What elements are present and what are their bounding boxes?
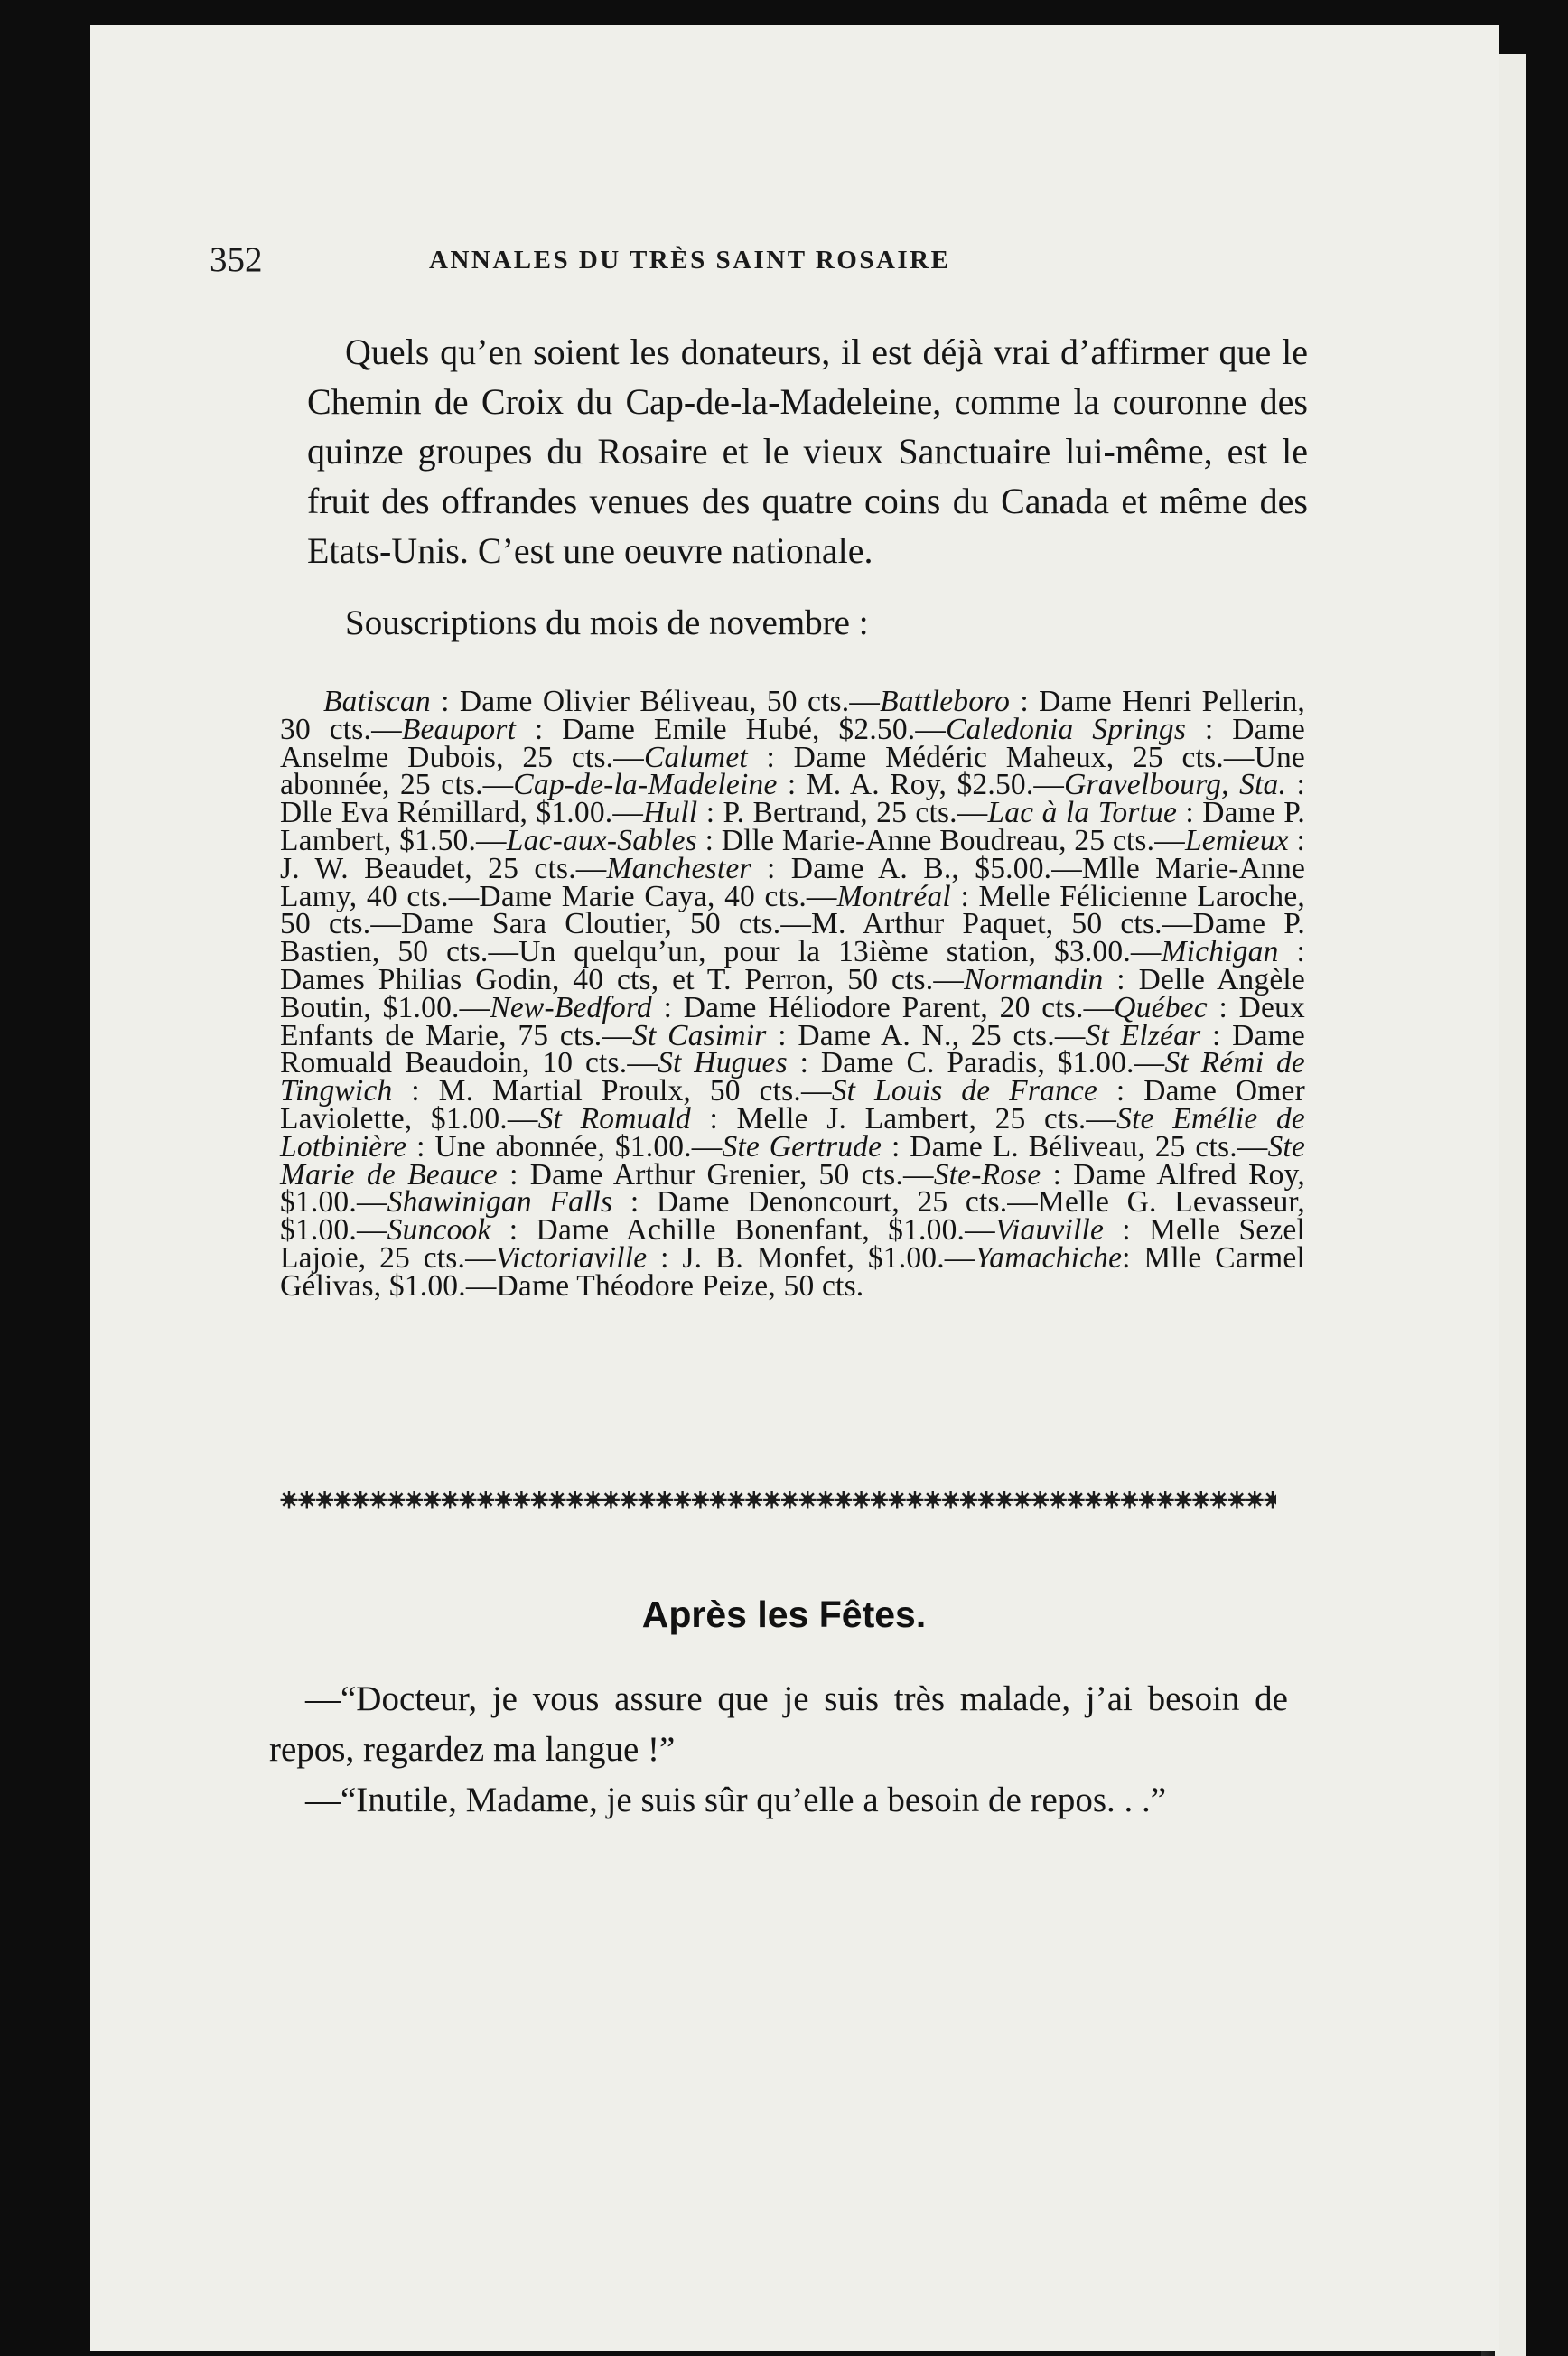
ornament-fleuron <box>1139 1491 1156 1509</box>
subscription-donors: : Dame Olivier Béliveau, 50 cts.— <box>430 685 881 718</box>
ornament-fleuron <box>1157 1491 1174 1509</box>
subscription-place: New-Bedford <box>490 990 652 1024</box>
intro-paragraph: Quels qu’en soient les donateurs, il est déjà vrai d’affirmer que le Chemin de Croix du Cap-de-la-Madeleine, comme la couronne des quinze groupes du Rosaire et le vieux Sanctuaire lui-même, est le fruit des offrandes venues des quatre coins du Canada et même des Etats-Unis. C’est une oeuvre nationale. <box>307 332 1308 571</box>
ornament-fleuron <box>406 1491 423 1509</box>
ornament-fleuron <box>531 1491 548 1509</box>
ornament-fleuron <box>424 1491 441 1509</box>
ornament-fleuron <box>1068 1491 1085 1509</box>
subscription-list <box>280 685 1306 1303</box>
ornament-fleuron <box>566 1491 583 1509</box>
ornament-fleuron <box>817 1491 835 1509</box>
ornament-fleuron <box>621 1491 638 1509</box>
ornament-fleuron <box>674 1491 691 1509</box>
dialogue-line: —“Docteur, je vous assure que je suis très malade, j’ai besoin de repos, regardez ma langue !” <box>269 1679 1288 1769</box>
subscription-donors: : J. B. Monfet, $1.00.— <box>647 1240 975 1275</box>
subscription-donors: : Melle J. Lambert, 25 cts.— <box>690 1101 1117 1136</box>
subscription-place: Manchester <box>606 851 751 885</box>
ornament-fleuron <box>1050 1491 1067 1509</box>
ornament-fleuron <box>1121 1491 1138 1509</box>
subscription-place: Caledonia Springs <box>946 712 1187 746</box>
ornament-fleuron <box>352 1491 369 1509</box>
subscription-place: Ste Marie de Beauce <box>280 1129 1306 1192</box>
subscription-donors: : Dame Emile Hubé, $2.50.— <box>516 712 947 746</box>
anecdote-dialogue <box>269 1674 1288 1826</box>
subscription-donors: : Melle Félicienne Laroche, 50 cts.—Dame Sara Cloutier, 50 cts.—M. Arthur Paquet, 50 cts.—Dame P. Bastien, 50 cts.—Un quelqu’un, pour la 13ième station, $3.00.— <box>280 879 1305 969</box>
subscription-donors: : Dame Omer Laviolette, $1.00.— <box>280 1074 1305 1136</box>
subscription-place: Cap-de-la-Madeleine <box>513 768 778 802</box>
ornament-fleuron <box>370 1491 387 1509</box>
subscription-donors: : Dlle Marie-Anne Boudreau, 25 cts.— <box>696 823 1185 857</box>
subscription-place: Beauport <box>401 712 517 746</box>
subscription-place: St Romuald <box>537 1101 691 1136</box>
subscription-donors: : Dame Médéric Maheux, 25 cts.—Une abonnée, 25 cts.— <box>280 740 1305 802</box>
ornament-fleuron <box>334 1491 351 1509</box>
ornament-fleuron <box>1013 1491 1031 1509</box>
ornament-fleuron <box>1210 1491 1227 1509</box>
subscription-place: Québec <box>1114 990 1208 1024</box>
ornament-fleuron <box>477 1491 494 1509</box>
subscription-donors: : Dame Denoncourt, 25 cts.—Melle G. Levasseur, $1.00.— <box>280 1185 1306 1248</box>
ornament-fleuron <box>281 1491 298 1509</box>
subscription-place: St Casimir <box>632 1018 767 1052</box>
subscription-place: Lemieux <box>1184 823 1289 857</box>
subscription-donors: : Dames Philias Godin, 40 cts, et T. Perron, 50 cts.— <box>280 935 1305 996</box>
ornament-fleuron <box>907 1491 924 1509</box>
subscription-place: St Rémi de Tingwich <box>280 1046 1305 1108</box>
subscription-donors: : Une abonnée, $1.00.— <box>406 1129 723 1164</box>
ornament-fleuron <box>495 1491 512 1509</box>
anecdote-title: Après les Fêtes. <box>641 1594 927 1635</box>
dialogue-line: —“Inutile, Madame, je suis sûr qu’elle a besoin de repos. . .” <box>305 1781 1167 1819</box>
ornament-fleuron <box>1103 1491 1120 1509</box>
subscription-place: Michigan <box>1161 935 1279 969</box>
ornament-fleuron <box>316 1491 333 1509</box>
subscription-donors: : Dame Anselme Dubois, 25 cts.— <box>280 712 1305 774</box>
subscription-place: Lac à la Tortue <box>987 796 1178 830</box>
subscription-donors: : M. A. Roy, $2.50.— <box>777 768 1065 802</box>
ornament-fleuron <box>1031 1491 1049 1509</box>
facing-page-edge <box>1495 54 1526 2356</box>
subscription-donors: : Dame L. Béliveau, 25 cts.— <box>882 1129 1268 1164</box>
ornament-fleuron <box>656 1491 673 1509</box>
subscription-place: Ste-Rose <box>933 1157 1041 1192</box>
subscription-donors: : Dame Romuald Beaudoin, 10 cts.— <box>280 1018 1305 1080</box>
ornament-fleuron <box>853 1491 870 1509</box>
ornamental-divider <box>280 1488 1276 1511</box>
subscription-place: Ste Emélie de Lotbinière <box>280 1101 1305 1164</box>
subscription-donors: : Delle Angèle Boutin, $1.00.— <box>280 962 1305 1024</box>
subscription-place: Calumet <box>643 740 748 774</box>
page-header <box>210 239 1140 294</box>
subscription-donors: : Dame Achille Bonenfant, $1.00.— <box>490 1213 995 1248</box>
subscription-place: Lac-aux-Sables <box>506 823 697 857</box>
ornament-fleuron <box>1086 1491 1103 1509</box>
subscription-donors: : Mlle Carmel Gélivas, $1.00.—Dame Théodore Peize, 50 cts. <box>280 1240 1306 1303</box>
ornament-fleuron <box>835 1491 852 1509</box>
page-number: 352 <box>210 240 263 279</box>
subscription-donors: : Dame Alfred Roy, $1.00.— <box>280 1157 1305 1220</box>
subscription-place: Montréal <box>836 879 951 913</box>
ornament-fleuron <box>1246 1491 1264 1509</box>
ornament-fleuron <box>889 1491 906 1509</box>
ornament-fleuron <box>549 1491 566 1509</box>
subscription-place: Shawinigan Falls <box>387 1185 613 1220</box>
ornament-fleuron <box>298 1491 315 1509</box>
ornament-fleuron <box>996 1491 1013 1509</box>
ornament-fleuron <box>1192 1491 1209 1509</box>
ornament-fleuron <box>692 1491 709 1509</box>
subscription-donors: : Dame P. Lambert, $1.50.— <box>280 796 1305 857</box>
subscription-donors: : Melle Sezel Lajoie, 25 cts.— <box>280 1213 1305 1275</box>
ornament-fleuron <box>924 1491 941 1509</box>
ornament-fleuron <box>1175 1491 1192 1509</box>
ornament-fleuron <box>781 1491 798 1509</box>
ornament-fleuron <box>871 1491 888 1509</box>
ornament-fleuron <box>710 1491 727 1509</box>
subscription-place: Viauville <box>994 1213 1105 1248</box>
subscription-place: Hull <box>643 796 698 830</box>
ornament-fleuron <box>602 1491 620 1509</box>
ornament-fleuron <box>763 1491 780 1509</box>
running-title: ANNALES DU TRÈS SAINT ROSAIRE <box>429 246 951 275</box>
ornament-fleuron <box>639 1491 656 1509</box>
subscription-donors: : Dame A. N., 25 cts.— <box>766 1018 1086 1052</box>
subscription-donors: : J. W. Beaudet, 25 cts.— <box>280 823 1306 885</box>
subscription-place: Suncook <box>387 1213 491 1248</box>
ornament-fleuron <box>1228 1491 1246 1509</box>
subscription-place: Gravelbourg, Sta. <box>1064 768 1287 802</box>
ornament-fleuron <box>978 1491 995 1509</box>
subscription-donors: : Dame A. B., $5.00.—Mlle Marie-Anne Lamy, 40 cts.—Dame Marie Caya, 40 cts.— <box>280 851 1306 913</box>
subscription-place: Victoriaville <box>495 1240 648 1275</box>
subscription-place: Batiscan <box>323 685 431 718</box>
subscription-place: St Hugues <box>658 1046 788 1080</box>
ornament-fleuron <box>960 1491 977 1509</box>
subscription-place: Battleboro <box>880 685 1011 718</box>
subscription-donors: : Dame Arthur Grenier, 50 cts.— <box>497 1157 934 1192</box>
subscription-donors: : P. Bertrand, 25 cts.— <box>697 796 988 830</box>
subscription-donors: : Dame Henri Pellerin, 30 cts.— <box>280 685 1305 746</box>
ornament-pattern <box>280 1488 1276 1511</box>
ornament-fleuron <box>799 1491 817 1509</box>
ornament-fleuron <box>387 1491 405 1509</box>
subscription-place: Normandin <box>964 962 1104 996</box>
ornament-fleuron <box>942 1491 959 1509</box>
ornament-fleuron <box>745 1491 762 1509</box>
subscription-donors: : Deux Enfants de Marie, 75 cts.— <box>280 990 1305 1052</box>
ornament-fleuron <box>460 1491 477 1509</box>
ornament-fleuron <box>442 1491 459 1509</box>
subscription-place: St Elzéar <box>1085 1018 1201 1052</box>
subscription-donors: : Dame C. Paradis, $1.00.— <box>787 1046 1165 1080</box>
subscription-place: Yamachiche <box>975 1240 1123 1275</box>
subscriptions-heading: Souscriptions du mois de novembre : <box>345 603 869 642</box>
subscription-donors: : M. Martial Proulx, 50 cts.— <box>392 1074 832 1108</box>
ornament-fleuron <box>513 1491 530 1509</box>
subscription-donors: : Dlle Eva Rémillard, $1.00.— <box>280 768 1305 830</box>
subscription-donors: : Dame Héliodore Parent, 20 cts.— <box>651 990 1115 1024</box>
ornament-fleuron <box>1265 1491 1277 1509</box>
ornament-fleuron <box>584 1491 602 1509</box>
ornament-fleuron <box>728 1491 745 1509</box>
subscription-place: Ste Gertrude <box>722 1129 882 1164</box>
subscription-place: St Louis de France <box>831 1074 1098 1108</box>
